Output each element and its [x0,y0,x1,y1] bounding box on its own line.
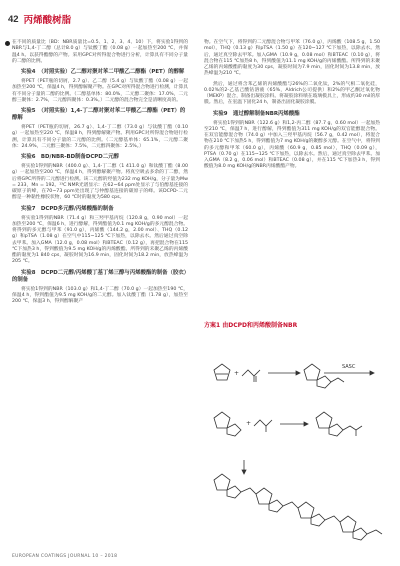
page-header [8,12,71,26]
right-column [204,40,380,175]
dcpd-molecule [214,364,230,380]
acrylic-acid-molecule-2 [254,420,272,432]
gelcoat-paragraph: 然后，通过将含苯乙烯的丙烯酸酯与26%的二氧化钛，2%的气相二氧化硅，0.02%的2-乙基己酸钴溶液（65%，Aldrich公司提供）和2%的甲乙酮过氧化物（MEKP）混合，制备出凝胶涂料。将凝胶涂料喷在玻璃模具上，形成约30 mil的厚膜。然后，在室温下固化24 h，制备出固化凝胶涂膜。 [204,81,380,106]
scheme-caption: 方案1 由DCPD和丙烯酸制备NBR [204,322,298,329]
experiment-6-body: 将实验1得到的NBR（400.0 g）、1,4-丁二醇（1 411.0 g）和钛酸丁酯（8.00 g）一起加热至200 ℃，保温4 h，得到醇解聚产物。将真空吸去多余的丁二醇，然后将GPC所得的二元醇进行检测。该二元醇的羟值为232 mg KOH/g，分子量为Mw = 233，Mn = 192。¹³C NMR光谱显示：在62~64 ppm处显示了与伯醇基连接的碳原子的峰，在70~73 ppm处出现了与仲醇基连接的碳原子的峰。该DCPD-二元醇是一种黏性橡胶状物，60 ℃时的黏度为580 cps。 [12,164,188,201]
plus-sign-2: + [246,420,252,427]
experiment-4-body: 将PET（PET瓶的切屑，2.7 g）、乙二醇（5.4 g）与钛酸丁酯（0.08 g）一起加热至200 ℃，保温4 h，得到醇解聚产物。在GPC对所得混合物进行检测，计算具有不同分子量的二醇的比例。（二醇基单体：80.0%，二元醇二聚体：17.0%，二元醇三聚体：2.7%，二元醇四聚体：0.3%。）二元醇的混合物完全是清晰度高的。 [12,79,188,103]
acrylic-acid-molecule-1 [242,370,260,382]
experiment-7-heading: 实验7 DCPD多元醇/丙烯酸酯的制备 [21,205,114,212]
section-title: 丙烯酸树脂 [23,15,72,26]
nbr-polymer-structure [214,474,382,540]
plus-sign-1: + [234,370,240,377]
experiment-7-body: 将实验1得到的NBR（71.4 g）和三羟甲基丙烷（120.8 g，0.90 mol）一起加热至200 ℃，保温6 h，进行醇解，得到酯值为0.1 mg KOH/g的多元醇混合物。将得到的多元醇与甲苯（91.0 g），丙烯酸（144.2 g，2.00 mol）、THQ（0.12 g）和pTSA（1.08 g）在空气中115~125 ℃下加热，以除去水。然后通过真空除去甲苯。加入GMA（12.0 g，0.08 mol）和BTEAC（0.12 g），再把混合物在115 ℃下加热3 h，得到酸值为9.5 mg KOH/g的丙烯酸酯。所得到的未聚乙烯的丙烯酸酯的黏度为1 840 cps，凝胶时间为16.9 min，固化时间为18.2 min，放热峰温为205 ℃。 [12,215,188,265]
page-number: 42 [8,13,19,25]
experiment-9-body: 将实验1得到的NBR（122.6 g）和1,2-丙二醇（87.7 g，0.60 mol）一起加热至210 ℃，保温7 h，进行醇解，得到酯值为311 mg KOH/g的双官能醇混合物。在双官能醇混合物（74.0 g）中加入三羟甲基丙烷（56.7 g，0.42 mol），将混合物在210 ℃下加热5 h，得到酯值为7 mg KOH/g的聚醇多元醇。在空气中，将得到的多元醇和甲苯（60.0 g），丙烯酸（60.9 g，0.85 mol），THQ（0.09 g），PTSA（0.70 g）在115~125 ℃下加热，以除去水。然后，通过真空除去甲苯。加入GMA（8.2 g，0.06 mol）和BTEAC（0.08 g），并在115 ℃下加热3 h，得到酸值为8.0 mg KOH/g的NBR丙烯酸酯产物。 [204,120,380,170]
experiment-6-heading: 实验6 BD/NBR-BD制备DCPD二元醇 [21,154,119,160]
experiment-4-heading: 实验4 （对照实验）乙二醇对聚对苯二甲酸乙二醇酯（PET）的醇解 [21,69,185,75]
intro-paragraph: 在不同的质量比（BD：NBR质量比=0.5、1、2、3、4、10）下，将实验1得到的NBR与1,4-丁二醇（总计8.0 g）与钛酸丁酯（0.08 g）一起加热至200 ℃，并保温4 h。以获得酯醇的产物。采用GPC对所得混合物进行分析，计算具有不同分子量的二醇的比例。 [12,40,188,64]
left-column [12,40,188,309]
experiment-5-heading: 实验5 （对照实验）1,4-丁二醇对聚对苯二甲酸乙二醇酯（PET）的醇解 [12,108,186,121]
experiment-8-heading: 实验8 DCPD二元醇/丙烯酸丁基丁烯三醇与丙烯酸酯的制备（胶衣）的制备 [12,269,187,283]
dcpd-molecule-2 [214,412,241,436]
experiment-5-body: 将PET（PET瓶的切屑，26.7 g）、1,4-丁二醇（73.0 g）与钛酸丁酯（0.10 g）一起加热至220 ℃，保温8 h，得到醇解聚产物。利用GPC对所得混合物进行检测，计算具有不同分子量的二元醇的比例。（二元醇基单体：65.1%，二元醇二聚体：24.9%，二元醇三聚体：7.5%，二元醇四聚体：2.5%。） [12,125,188,149]
arrow-head-down [242,470,246,474]
dcpd-ester-product-2 [316,412,362,436]
reaction-scheme [204,330,394,548]
arrow-head-1 [296,371,300,375]
experiment-9-heading: 实验9 通过醇解制备NBR丙烯酸酯 [213,110,300,117]
journal-footer: EUROPEAN COATINGS JOURNAL 10 – 2018 [12,554,118,559]
bullet-icon [5,41,10,46]
sasc-label: SASC [342,364,356,370]
dcpd-ester-product-1 [304,364,344,388]
arrow-head-3 [304,422,308,426]
experiment-8-body: 将实验1得到的NBR（103.0 g）和1,4-丁二醇（70.0 g）一起加热至190 ℃，保温4 h，得到酯值为9.5 mg KOH/g的二元醇。加入钛酸丁酯（1.78 g），加热至200 ℃，保温3 h，得到醇解聚产 [12,286,188,304]
arrow-head-2 [370,371,374,375]
continued-paragraph: 物。在空气下，将得到的二元醇混合物与甲苯（76.0 g），丙烯酸（108.5 g，1.50 mol），THQ（0.13 g）和pTSA（1.50 g）在120~127 ℃下加热，以除去水。然后，通过真空除去甲苯。加入GMA（10.9 g，0.08 mol）和BTEAC（0.10 g），将混合物在115 ℃加热8 h，得到酸值为11.1 mg KOH/g的丙烯酸酯。所得到的未聚乙烯的丙烯酸酯的黏度为30 cps，凝胶时间为7.9 min，固化时间为13.8 min，放热峰温为210 ℃。 [204,40,380,77]
